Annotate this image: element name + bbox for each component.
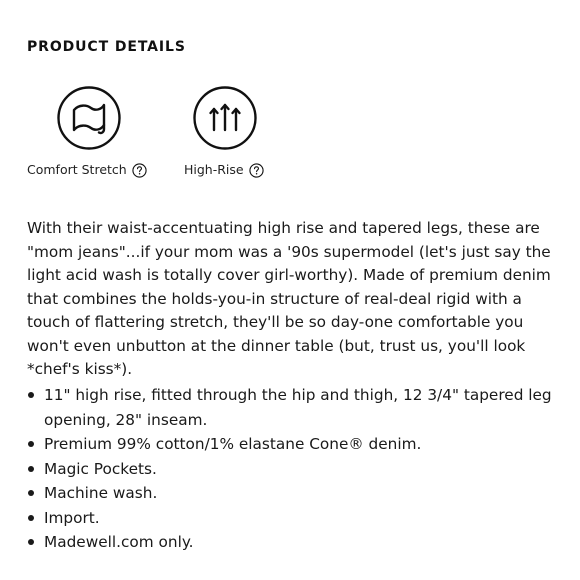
feature-label: High-Rise: [184, 162, 244, 177]
question-mark-icon[interactable]: [249, 163, 264, 178]
fabric-stretch-icon: [57, 86, 121, 150]
question-mark-icon[interactable]: [132, 163, 147, 178]
feature-label-row: [184, 161, 264, 179]
bullet-dot: [28, 466, 34, 472]
product-features-list: [27, 383, 555, 555]
bullet-dot: [28, 392, 34, 398]
bullet-dot: [28, 539, 34, 545]
list-item: [27, 530, 555, 555]
section-title: PRODUCT DETAILS: [27, 39, 186, 55]
list-item-text: Import.: [44, 508, 100, 527]
list-item-text: 11" high rise, fitted through the hip and thigh, 12 3/4" tapered leg opening, 28" inseam.: [44, 386, 552, 429]
bullet-dot: [28, 490, 34, 496]
feature-comfort-stretch: [27, 86, 167, 186]
list-item-text: Machine wash.: [44, 484, 158, 502]
feature-label-row: [27, 161, 147, 179]
list-item: [27, 481, 555, 506]
list-item: [27, 383, 555, 432]
list-item-text: Madewell.com only.: [44, 533, 194, 551]
list-item-text: Premium 99% cotton/1% elastane Cone® denim.: [44, 435, 422, 453]
list-item: [27, 432, 555, 457]
up-arrows-icon: [193, 86, 257, 150]
list-item-text: Magic Pockets.: [44, 459, 157, 478]
feature-high-rise: [184, 86, 294, 186]
list-item: [27, 506, 555, 531]
feature-label: Comfort Stretch: [27, 162, 127, 177]
bullet-dot: [28, 441, 34, 447]
list-item: [27, 457, 555, 482]
bullet-dot: [28, 515, 34, 521]
product-description: With their waist-accentuating high rise and tapered legs, these are "mom jeans"...if your mom was a '90s supermodel (let's just say the light acid wash is totally cover girl-worthy). Made of premium denim that combines the holds-you-in structure of real-deal rigid with a touch of flattering stretch, they'll be so day-one comfortable you won't even unbutton at the dinner table (but, trust us, you'll look *chef's kiss*).: [27, 219, 551, 378]
